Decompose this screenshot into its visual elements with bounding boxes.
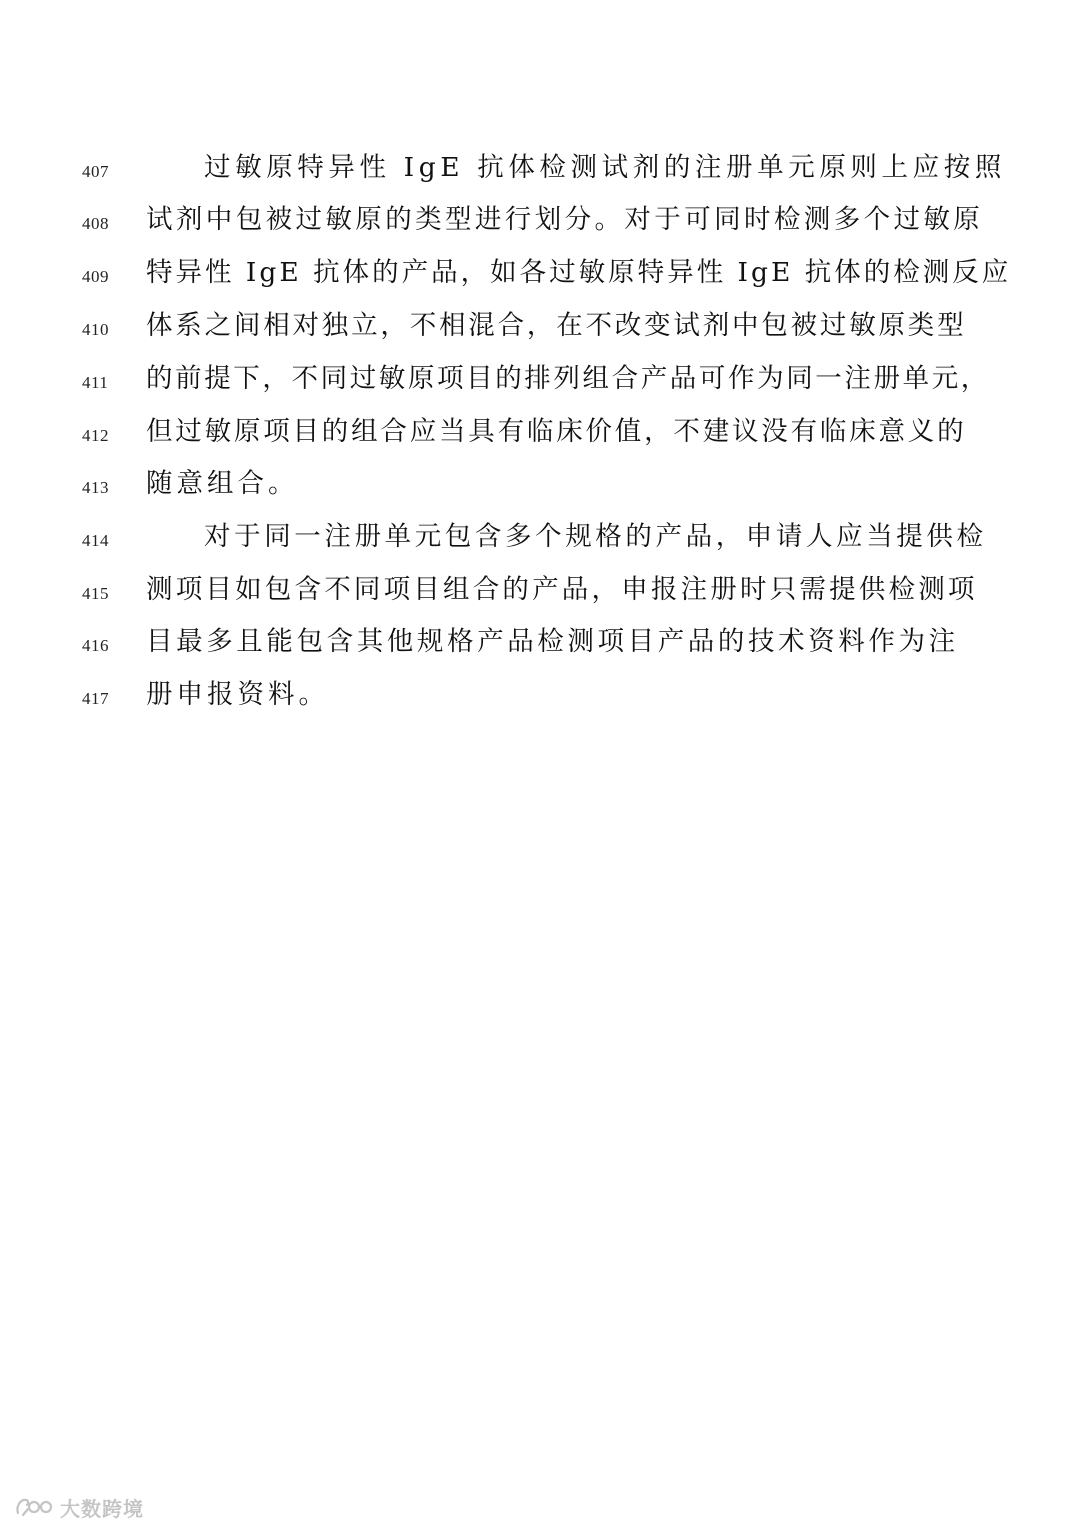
watermark: [14, 1493, 144, 1521]
line-number: 409: [82, 267, 109, 286]
document-line-416: [0, 622, 1080, 674]
line-number: 413: [82, 478, 109, 497]
document-line-413: [0, 464, 1080, 516]
document-line-415: [0, 570, 1080, 622]
document-line-407: [0, 148, 1080, 200]
document-line-417: [0, 675, 1080, 727]
line-number: 411: [82, 373, 109, 392]
line-number: 408: [82, 214, 109, 233]
line-number: 410: [82, 320, 109, 339]
document-line-408: [0, 200, 1080, 252]
line-text: 目最多且能包含其他规格产品检测项目产品的技术资料作为注: [146, 626, 959, 657]
line-number: 407: [82, 162, 109, 181]
line-text: 册申报资料。: [146, 679, 329, 710]
line-number: 412: [82, 426, 109, 445]
logo-icon: [14, 1495, 54, 1519]
line-text: 体系之间相对独立，不相混合，在不改变试剂中包被过敏原类型: [146, 310, 967, 341]
line-text: 试剂中包被过敏原的类型进行划分。对于可同时检测多个过敏原: [146, 204, 984, 235]
line-text: 对于同一注册单元包含多个规格的产品，申请人应当提供检: [204, 521, 987, 552]
line-text: 随意组合。: [146, 468, 299, 499]
line-number: 414: [82, 531, 109, 550]
line-text: 测项目如包含不同项目组合的产品，申报注册时只需提供检测项: [146, 574, 978, 605]
line-number: 416: [82, 636, 109, 655]
line-text: 过敏原特异性 IgE 抗体检测试剂的注册单元原则上应按照: [204, 152, 1006, 183]
document-line-414: [0, 517, 1080, 569]
line-number: 417: [82, 689, 109, 708]
watermark-text: 大数跨境: [60, 1496, 144, 1521]
line-text: 但过敏原项目的组合应当具有临床价值，不建议没有临床意义的: [146, 416, 967, 447]
line-number: 415: [82, 584, 109, 603]
document-line-411: [0, 359, 1080, 411]
document-line-410: [0, 306, 1080, 358]
line-text: 特异性 IgE 抗体的产品，如各过敏原特异性 IgE 抗体的检测反应: [146, 257, 1012, 288]
line-text: 的前提下，不同过敏原项目的排列组合产品可作为同一注册单元，: [146, 363, 990, 394]
document-line-412: [0, 412, 1080, 464]
document-line-409: [0, 253, 1080, 305]
